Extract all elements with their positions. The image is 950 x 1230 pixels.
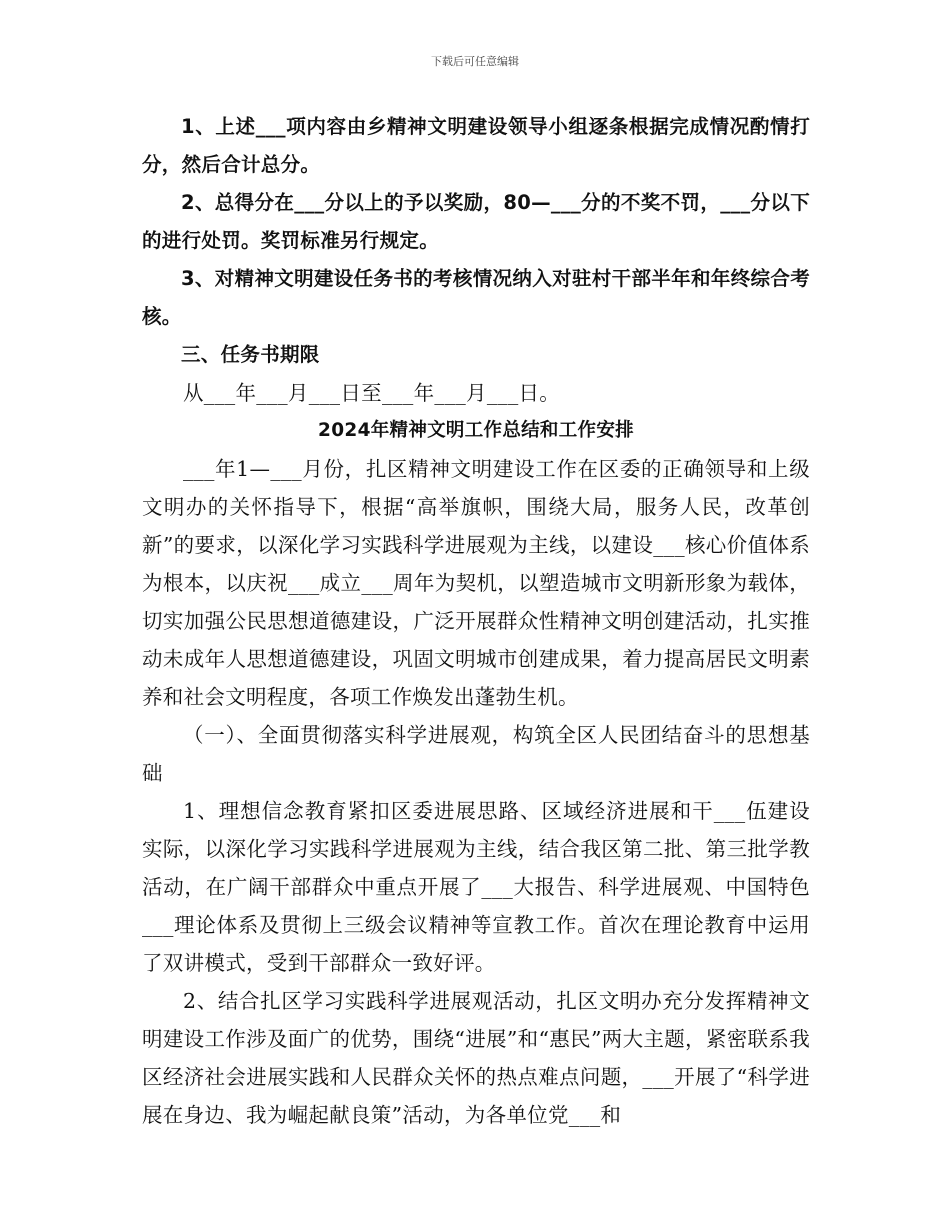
document-body: [142, 108, 810, 1134]
paragraph-item-2: 2、结合扎区学习实践科学进展观活动，扎区文明办充分发挥精神文明建设工作涉及面广的优势，围绕“进展”和“惠民”两大主题，紧密联系我区经济社会进展实践和人民群众关怀的热点难点问题，___开展了“科学进展在身边、我为崛起献良策”活动，为各单位党___和: [142, 989, 810, 1127]
rule-item-2: 2、总得分在___分以上的予以奖励，80—___分的不奖不罚，___分以下的进行处罚。奖罚标准另行规定。: [142, 191, 810, 252]
page-header: 下载后可任意编辑: [431, 55, 519, 68]
section-heading-1: （一）、全面贯彻落实科学进展观，构筑全区人民团结奋斗的思想基础: [142, 723, 810, 785]
document-title: 2024年精神文明工作总结和工作安排: [318, 420, 634, 441]
term-text: 从___年___月___日至___年___月___日。: [183, 381, 561, 405]
term-heading: 三、任务书期限: [181, 343, 320, 366]
paragraph-intro: ___年1—___月份，扎区精神文明建设工作在区委的正确领导和上级文明办的关怀指导下，根据“高举旗帜，围绕大局，服务人民，改革创新”的要求，以深化学习实践科学进展观为主线，以建设___核心价值体系为根本，以庆祝___成立___周年为契机，以塑造城市文明新形象为载体，切实加强公民思想道德建设，广泛开展群众性精神文明创建活动，扎实推动未成年人思想道德建设，巩固文明城市创建成果，着力提高居民文明素养和社会文明程度，各项工作焕发出蓬勃生机。: [142, 457, 810, 709]
paragraph-item-1: 1、理想信念教育紧扣区委进展思路、区域经济进展和干___伍建设实际，以深化学习实践科学进展观为主线，结合我区第二批、第三批学教活动，在广阔干部群众中重点开展了___大报告、科学进展观、中国特色___理论体系及贯彻上三级会议精神等宣教工作。首次在理论教育中运用了双讲模式，受到干部群众一致好评。: [142, 799, 810, 975]
rule-item-1: 1、上述___项内容由乡精神文明建设领导小组逐条根据完成情况酌情打分，然后合计总分。: [142, 115, 810, 176]
rule-item-3: 3、对精神文明建设任务书的考核情况纳入对驻村干部半年和年终综合考核。: [142, 267, 810, 328]
